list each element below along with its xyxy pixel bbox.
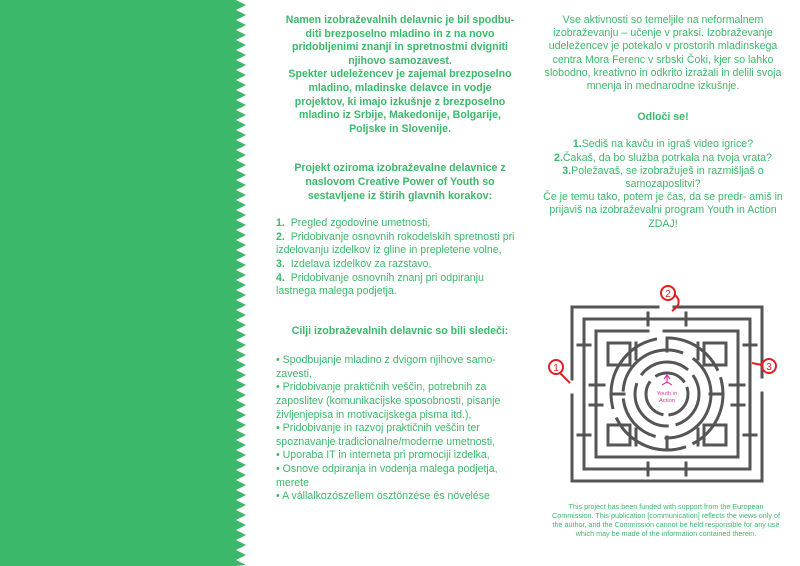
question-text: Čakaš, da bo služba potrkala na tvoja vrata? bbox=[562, 151, 772, 164]
intro-line: Poljske in Slovenije. bbox=[349, 122, 451, 135]
list-item bbox=[276, 231, 524, 258]
step-text: Pregled zgodovine umetnosti, bbox=[290, 217, 431, 230]
intro-line: mladino iz Srbije, Makedonije, Bolgarije, bbox=[299, 109, 501, 122]
question-text: Sediš na kavču in igraš video igrice? bbox=[581, 138, 754, 151]
middle-column bbox=[276, 14, 524, 504]
step-text: Pridobivanje osnovnih znanj pri odpiranju lastnega malega podjetja. bbox=[276, 271, 484, 298]
intro-line: mladino, mladinske delavce in vodje bbox=[308, 81, 492, 94]
question-number: 3. bbox=[562, 164, 572, 177]
step-number: 4. bbox=[276, 271, 285, 284]
intro-line: diti brezposelno mladino in z na novo bbox=[305, 27, 495, 40]
question-number: 2. bbox=[554, 151, 563, 164]
step-text: Izdelava izdelkov za razstavo, bbox=[290, 257, 432, 270]
list-item: • Uporaba IT in interneta pri promociji izdelka, bbox=[276, 449, 490, 462]
list-item: • A vállalkozószellem ösztönzése és növelése bbox=[276, 490, 490, 503]
intro-line: projektov, ki imajo izkušnje z brezposelno bbox=[294, 95, 506, 108]
maze-illustration bbox=[548, 285, 788, 495]
list-item: • Pridobivanje in razvoj praktičnih veščin ter spoznavanje tradicionalne/moderne umetnosti, bbox=[276, 422, 496, 448]
list-item bbox=[276, 217, 524, 231]
steps-list bbox=[276, 217, 524, 299]
logo-text-line: Youth in bbox=[656, 391, 678, 397]
eu-disclaimer: This project has been funded with support from the European Commission. This publication [communication] reflects the views only of the author, and the Commission cannot be held responsible for any use which may be made of the information contained therein. bbox=[552, 502, 780, 538]
intro-text bbox=[276, 14, 524, 136]
intro-line: pridobljenimi znanji in spretnostmi dvigniti bbox=[291, 41, 508, 54]
project-heading bbox=[276, 162, 524, 203]
step-number: 2. bbox=[276, 230, 285, 243]
youth-in-action-logo bbox=[653, 375, 681, 408]
step-number: 1. bbox=[276, 217, 285, 230]
intro-line: Spekter udeležencev je zajemal brezposelno bbox=[288, 68, 512, 81]
list-item: merete bbox=[276, 476, 309, 489]
right-intro: Vse aktivnosti so temeljile na neformalnem izobraževanju – učenje v praksi. Izobraževanje udeležencev je potekalo v prostorih mladinskega centra Mora Ferenc v srbski Čoki, kjer so lahko slobodno, kreativno in odkrito izražali in delili svoja mnenja in mednarodne izkušnje. bbox=[544, 14, 782, 93]
maze-marker-label: 1 bbox=[553, 363, 559, 374]
right-column bbox=[543, 14, 783, 231]
aims-list bbox=[276, 354, 524, 504]
list-item bbox=[276, 272, 524, 299]
intro-line: Namen izobraževalnih delavnic je bil spodbu- bbox=[285, 14, 515, 26]
question-item bbox=[543, 152, 783, 165]
maze-marker-label: 3 bbox=[766, 362, 772, 373]
project-line: Projekt oziroma izobraževalne delavnice z bbox=[294, 162, 506, 175]
list-item bbox=[276, 258, 524, 272]
aims-title: Cilji izobraževalnih delavnic so bili sledeči: bbox=[291, 324, 509, 337]
green-zigzag-panel bbox=[0, 0, 260, 566]
list-item: • Osnove odpiranja in vodenja malega podjetja, bbox=[276, 463, 498, 476]
list-item: • Spodbujanje mladino z dvigom njihove samo- zavesti, bbox=[276, 354, 496, 380]
maze-marker-label: 2 bbox=[665, 289, 671, 300]
logo-text-line: Action bbox=[658, 398, 676, 404]
question-item bbox=[543, 165, 783, 191]
step-number: 3. bbox=[276, 257, 285, 270]
project-line: sestavljene iz štirih glavnih korakov: bbox=[307, 189, 493, 202]
question-number: 1. bbox=[572, 138, 582, 151]
decide-heading: Odloči se! bbox=[637, 111, 689, 124]
intro-line: njihovo samozavest. bbox=[348, 54, 452, 67]
question-item bbox=[543, 138, 783, 151]
question-text: Poležavaš, se izobražuješ in razmišljaš o samozaposlitvi? bbox=[571, 164, 764, 191]
step-text: Pridobivanje osnovnih rokodelskih spretnosti pri izdelovanju izdelkov iz gline in prepletene volne, bbox=[276, 230, 515, 257]
closing-text: Če je temu tako, potem je čas, da se predr- amiš in prijaviš na izobraževalni program Youth in Action ZDAJ! bbox=[543, 191, 783, 230]
project-line: naslovom Creative Power of Youth so bbox=[305, 175, 495, 188]
list-item: • Pridobivanje praktičnih veščin, potrebnih za zaposlitev (komunikacijske sposobnosti, pisanje življenjepisa in motivacijskega pisma itd.), bbox=[276, 381, 501, 421]
